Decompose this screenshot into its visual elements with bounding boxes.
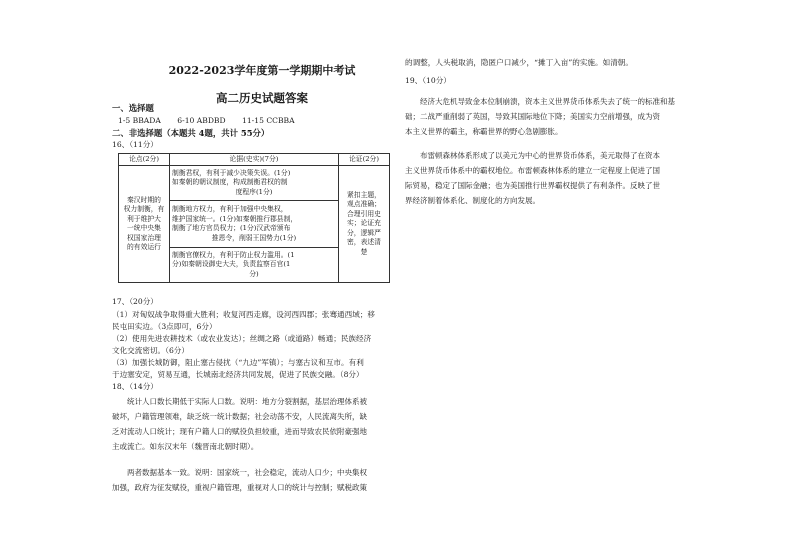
q17-line: （2）使用先进农耕技术（或农业发达）；丝绸之路（或道路）畅通；民族经济 [112, 334, 372, 343]
text-line: 统计人口数长期低于实际人口数。说明：地方分裂割据，基层治理体系被 [127, 397, 367, 406]
text-line: 楚 [360, 247, 368, 256]
argument-cell [339, 166, 390, 283]
table-header: 论点(2分) [119, 154, 170, 166]
q18-paragraph-2 [112, 465, 412, 495]
text-line: 维护国家统一。(1分)如秦朝推行郡县制， [172, 214, 298, 223]
text-line: 分)如秦朝设御史大夫，负责监察百官(1 [172, 260, 291, 269]
section2-heading: 二、非选择题（本题共 4题，共计 55分） [112, 128, 270, 138]
text-line: 权力制衡，有 [123, 205, 165, 213]
text-line: 界经济制着体系化、制度化的方向发展。 [405, 196, 540, 205]
table-row [119, 166, 390, 201]
text-line: 权国家治理 [127, 233, 161, 242]
text-line: 紧扣主题， [347, 190, 381, 199]
evidence-cell [170, 248, 339, 283]
text-line: 分，逻辑严 [347, 228, 381, 237]
text-line: 分) [249, 269, 259, 278]
text-line: 两者数据基本一致。说明：国家统一，社会稳定，流动人口少；中央集权 [127, 468, 367, 477]
text-line: 主义世界货币体系中的霸权地位。布雷顿森林体系的建立一定程度上促进了国 [405, 166, 660, 175]
q17-label: 17、（20分） [112, 297, 158, 306]
text-line: 经济大危机导致金本位制崩溃，资本主义世界货币体系失去了统一的标准和基 [420, 97, 675, 106]
text-line: 实；论证充 [347, 219, 381, 228]
text-line: 密，表述清 [347, 238, 381, 247]
text-line: 主或流亡。如东汉末年（魏晋南北朝时期）。 [112, 442, 259, 451]
text-line: 际贸易，稳定了国际金融；也为美国推行世界霸权提供了有利条件。反映了世 [405, 181, 660, 190]
table-header: 论证(2分) [339, 154, 390, 166]
text-line: 度程序(1分) [235, 187, 273, 196]
text-line: 本主义世界的霸主，称霸世界的野心急剧膨胀。 [405, 127, 563, 136]
q17-line: （1）对匈奴战争取得重大胜利；收复河西走廊，设河西四郡；张骞通西域；移 [112, 310, 376, 319]
text-line: 破坏，户籍管理领难，缺乏统一统计数据；社会动荡不安，人民流离失所，缺 [112, 412, 367, 421]
text-line: 制衡官僚权力，有利于防止权力滥用。(1 [172, 250, 295, 259]
exam-title: 2022-2023学年度第一学期期中考试 [168, 64, 356, 77]
q17-line: 文化交流密切。（6分） [112, 346, 189, 355]
answer-subtitle: 高二历史试题答案 [216, 91, 308, 105]
text-line: 秦汉时期的 [127, 195, 161, 204]
q17-line: 于边塞安定，贸易互通，长城南北经济共同发展，促进了民族交融。（8分） [112, 370, 364, 379]
q18-continuation: 的调整，人头税取消，隐匿户口减少，“摊丁入亩”的实施。如清朝。 [405, 58, 633, 67]
text-line: 观点准确； [347, 200, 381, 209]
text-line: 制衡君权，有利于减少决策失误。(1分) [172, 168, 291, 177]
answer-group: 1-5 BBADA [118, 116, 161, 125]
answers-row [118, 116, 295, 126]
q19-paragraph-2 [405, 148, 687, 208]
q16-label: 16、（11分） [112, 140, 158, 149]
q17-line: 民屯田实边。（3点即可，6分） [112, 322, 217, 331]
text-line: 制衡了地方官员权力；(1分)汉武帝颁布 [172, 224, 291, 232]
text-line: 利于维护大 [127, 214, 161, 223]
text-line: 础；二战严重削弱了英国，导致其国际地位下降；美国实力空前增强，成为资 [405, 112, 660, 121]
section1-heading: 一、选择题 [112, 103, 154, 113]
text-line: 推恩令，削弱王国势力(1分) [211, 233, 297, 242]
q18-label: 18、（14分） [112, 382, 158, 391]
answer-group: 6-10 ABDBD [177, 116, 226, 125]
text-line: 的有效运行 [127, 243, 161, 251]
q19-paragraph-1 [405, 94, 687, 139]
evidence-cell [170, 201, 339, 248]
q17-line: （3）加强长城防御，阻止塞古侵扰（“九边”军镇）；与塞古议和互市。有利 [112, 358, 364, 367]
q16-answer-table [118, 153, 390, 283]
thesis-cell [119, 166, 170, 283]
text-line: 制衡地方权力，有利于加强中央集权， [172, 205, 288, 213]
text-line: 如秦朝的朝议制度，构成制衡君权的制 [172, 178, 288, 187]
answer-group: 11-15 CCBBA [242, 116, 295, 125]
table-header-row [119, 154, 390, 166]
table-header: 论据(史实)(7分) [170, 154, 339, 166]
text-line: 合理引用史 [347, 209, 381, 218]
q19-label: 19、（10分） [405, 76, 451, 85]
text-line: 乏对流动人口统计；现有户籍人口的赋役负担较重，进而导致农民依附豪强地 [112, 427, 367, 436]
text-line: 一统中央集 [127, 224, 161, 232]
text-line: 加强，政府为征发赋役，重视户籍管理，重视对人口的统计与控制；赋税政策 [112, 483, 367, 492]
evidence-cell [170, 166, 339, 201]
text-line: 布雷顿森林体系形成了以美元为中心的世界货币体系，美元取得了在资本 [420, 151, 660, 160]
q18-paragraph-1 [112, 394, 412, 454]
